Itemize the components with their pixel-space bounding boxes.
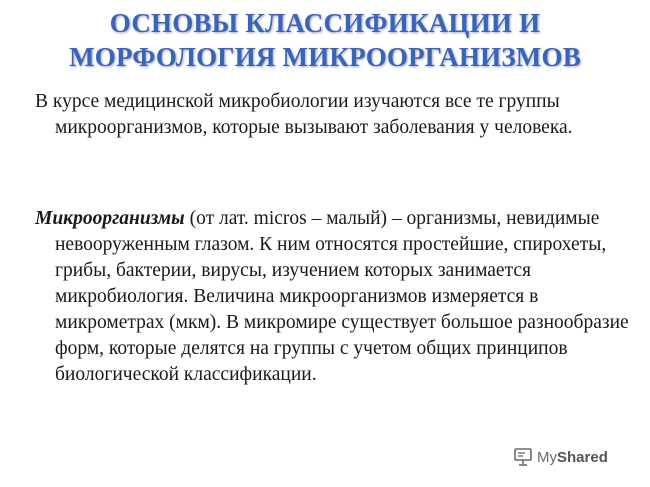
presentation-icon — [513, 447, 533, 467]
paragraph-definition — [35, 206, 645, 388]
definition-text: (от лат. micros – малый) – организмы, невидимые невооруженным глазом. К ним относятся простейшие, спирохеты, грибы, бактерии, вирусы, изучением которых занимается микробиология. Величина микроорганизмов измеряется в микрометрах (мкм). В микромире существует большое разнообразие форм, которые делятся на группы с учетом общих принципов биологической классификации. — [55, 208, 629, 385]
term-microorganisms: Микроорганизмы — [35, 208, 185, 229]
watermark-brand-suffix: Shared — [557, 448, 608, 466]
title-line-1: ОСНОВЫ КЛАССИФИКАЦИИ И — [109, 8, 541, 38]
paragraph-intro: В курсе медицинской микробиологии изучаются все те группы микроорганизмов, которые вызывают заболевания у человека. — [35, 91, 573, 138]
slide-title — [0, 6, 650, 74]
title-line-2: МОРФОЛОГИЯ МИКРООРГАНИЗМОВ — [69, 42, 581, 72]
watermark-brand-prefix: My — [537, 448, 557, 466]
myshared-watermark — [513, 446, 608, 468]
